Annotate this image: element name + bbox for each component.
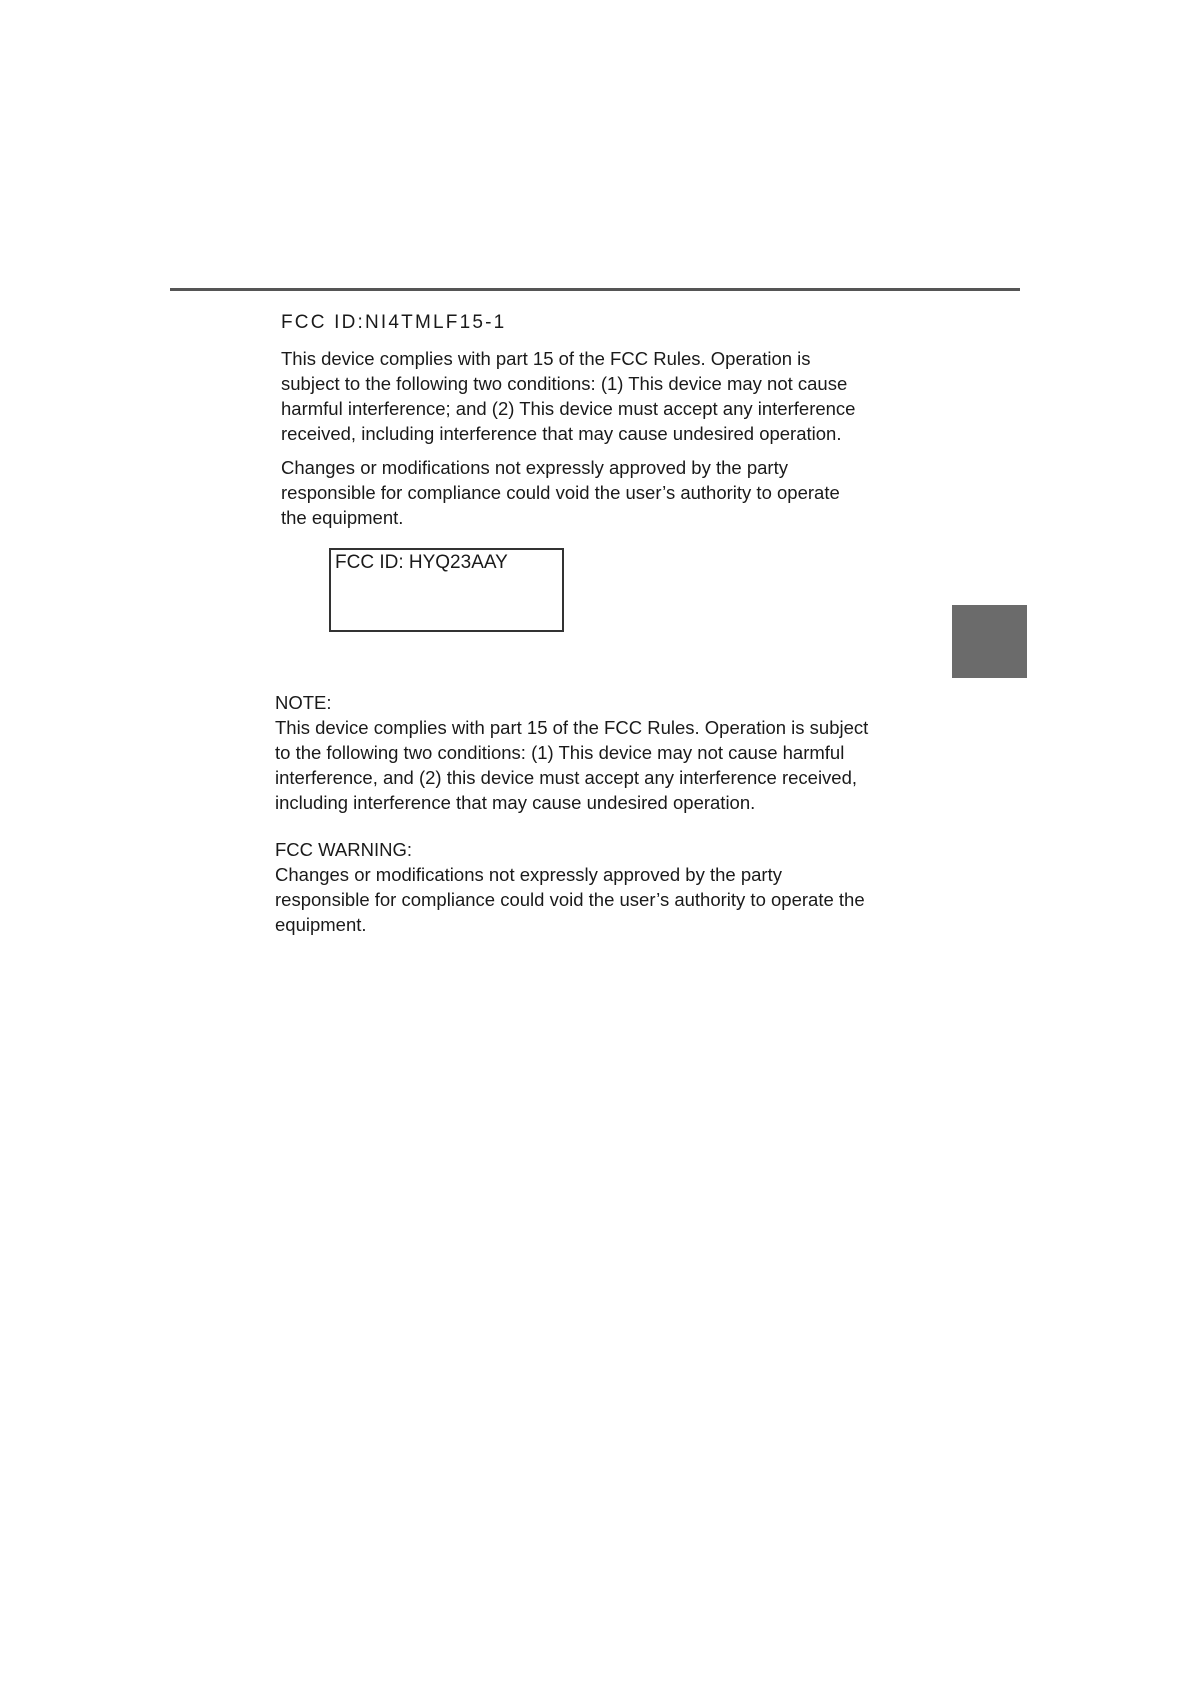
note-paragraph: [275, 715, 915, 815]
compliance-line: received, including interference that may cause undesired operation.: [281, 423, 842, 444]
note-line: interference, and (2) this device must accept any interference received,: [275, 767, 858, 788]
warning-heading: FCC WARNING:: [275, 839, 413, 860]
note-line: This device complies with part 15 of the FCC Rules. Operation is subject: [275, 717, 869, 738]
fcc-id-heading: FCC ID:NI4TMLF15-1: [281, 312, 507, 333]
modification-line: Changes or modifications not expressly approved by the party: [281, 457, 788, 478]
compliance-paragraph: [281, 346, 887, 446]
modification-line: the equipment.: [281, 507, 404, 528]
warning-line: responsible for compliance could void the user’s authority to operate the: [275, 889, 865, 910]
fcc-id-label: FCC ID: HYQ23AAY: [335, 552, 508, 573]
fcc-statement-block-1: [281, 312, 901, 530]
modification-line: responsible for compliance could void the user’s authority to operate: [281, 482, 840, 503]
fcc-id-label-box: [329, 548, 564, 632]
compliance-line: harmful interference; and (2) This device must accept any interference: [281, 398, 856, 419]
note-line: to the following two conditions: (1) This device may not cause harmful: [275, 742, 845, 763]
warning-line: equipment.: [275, 914, 367, 935]
header-rule: [170, 288, 1020, 291]
compliance-line: subject to the following two conditions: (1) This device may not cause: [281, 373, 848, 394]
note-line: including interference that may cause undesired operation.: [275, 792, 756, 813]
note-heading: NOTE:: [275, 692, 332, 713]
compliance-line: This device complies with part 15 of the FCC Rules. Operation is: [281, 348, 811, 369]
modification-paragraph: [281, 455, 887, 530]
section-thumb-tab: [952, 605, 1027, 678]
warning-line: Changes or modifications not expressly approved by the party: [275, 864, 782, 885]
fcc-statement-block-2: [275, 690, 915, 959]
warning-paragraph: [275, 862, 915, 937]
